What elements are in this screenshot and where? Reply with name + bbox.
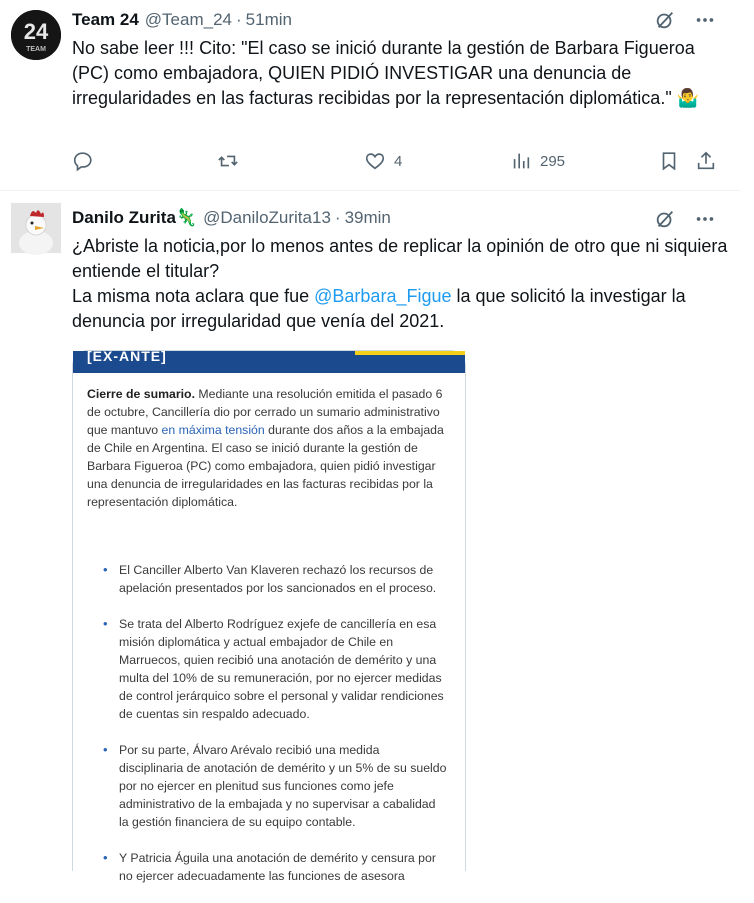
- article-content: [87, 385, 447, 903]
- repost-button[interactable]: [216, 150, 248, 172]
- article-lead: Cierre de sumario. Mediante una resolución emitida el pasado 6 de octubre, Cancillería dio por cerrado un sumario administrativo que mantuvo en máxima tensión durante dos años a la embajada de Chile en Argentina. El caso se inició durante la gestión de Barbara Figueroa (PC) como embajadora, quien pidió investigar una denuncia de irregularidades en las facturas recibidas por la representación diplomática.: [87, 387, 444, 509]
- grok-icon[interactable]: [654, 9, 676, 31]
- views-button[interactable]: [510, 150, 565, 172]
- timestamp[interactable]: 39min: [344, 208, 391, 227]
- attached-image[interactable]: [72, 348, 466, 883]
- share-icon: [695, 150, 717, 172]
- timestamp[interactable]: 51min: [245, 10, 292, 29]
- action-bar: [72, 150, 722, 176]
- bookmark-icon: [658, 150, 680, 172]
- tweet-header: [72, 207, 391, 229]
- tweet-team24[interactable]: [0, 0, 740, 191]
- list-item: • Se trata del Alberto Rodríguez exjefe de cancillería en esa misión diplomática y actual embajador de Chile en Marruecos, quien recibió una anotación de demérito y una multa del 10% de su remuneración, por no ejercer medidas de control jerárquico sobre el personal y validar rendiciones de cuentas sin respaldo adecuado.: [87, 615, 447, 723]
- repost-icon: [216, 150, 240, 172]
- tweet-header: [72, 9, 292, 31]
- article-brand: [EX-ANTE]: [87, 348, 167, 364]
- display-name[interactable]: Danilo Zurita: [72, 208, 176, 227]
- list-item: • Por su parte, Álvaro Arévalo recibió una medida disciplinaria de anotación de demérito y un 5% de su sueldo por no ejercer en plenitud sus funciones como jefe administrativo de la embajada y no supervisar a cabalidad la gestión financiera de su equipo contable.: [87, 741, 447, 831]
- like-count: 4: [394, 152, 403, 170]
- article-bullet-list: [87, 561, 447, 885]
- list-item: • El Canciller Alberto Van Klaveren rechazó los recursos de apelación presentados por los sancionados en el proceso.: [87, 561, 447, 597]
- share-button[interactable]: [695, 150, 717, 172]
- tweet-text-line1: ¿Abriste la noticia,por lo menos antes de replicar la opinión de otro que ni siquiera entiende el titular?: [72, 236, 728, 281]
- article-inline-link: en máxima tensión: [161, 423, 265, 437]
- like-icon: [364, 150, 386, 172]
- rooster-avatar-icon: [11, 203, 61, 253]
- avatar[interactable]: [11, 10, 61, 60]
- tweet-danilo-zurita[interactable]: [0, 191, 740, 883]
- separator-dot: ·: [235, 10, 242, 29]
- like-button[interactable]: [364, 150, 402, 172]
- more-icon[interactable]: [694, 9, 716, 31]
- tweet-text: No sabe leer !!! Cito: "El caso se inició durante la gestión de Barbara Figueroa (PC) como embajadora, QUIEN PIDIÓ INVESTIGAR una denuncia de irregularidades en las facturas recibidas por la representación diplomática." 🤷‍♂️: [72, 38, 700, 108]
- mention-link[interactable]: @Barbara_Figue: [314, 286, 452, 306]
- reply-button[interactable]: [72, 150, 102, 172]
- view-count: 295: [540, 152, 566, 170]
- user-handle[interactable]: @DaniloZurita13: [203, 208, 331, 227]
- shrug-emoji: 🤷‍♂️: [676, 88, 700, 108]
- more-icon[interactable]: [694, 208, 716, 230]
- article-lead-title: Cierre de sumario.: [87, 387, 195, 401]
- svg-text:TEAM: TEAM: [26, 46, 46, 53]
- list-item: • Y Patricia Águila una anotación de demérito y censura por no ejercer adecuadamente las funciones de asesora: [87, 849, 447, 885]
- user-handle[interactable]: @Team_24: [144, 10, 232, 29]
- separator-dot: ·: [334, 208, 341, 227]
- svg-text:24: 24: [23, 19, 49, 44]
- bookmark-button[interactable]: [658, 150, 680, 172]
- reply-icon: [72, 150, 94, 172]
- tweet-text-line2: La misma nota aclara que fue @Barbara_Figue la que solicitó la investigar la denuncia por irregularidad que venía del 2021.: [72, 286, 686, 331]
- team24-logo-icon: [11, 10, 61, 60]
- display-name[interactable]: Team 24: [72, 10, 139, 29]
- avatar[interactable]: [11, 203, 61, 253]
- grok-icon[interactable]: [654, 208, 676, 230]
- article-header-band: [73, 348, 465, 373]
- tweet-text: [72, 234, 732, 334]
- lizard-emoji: 🦎: [175, 208, 198, 227]
- views-icon: [510, 150, 532, 172]
